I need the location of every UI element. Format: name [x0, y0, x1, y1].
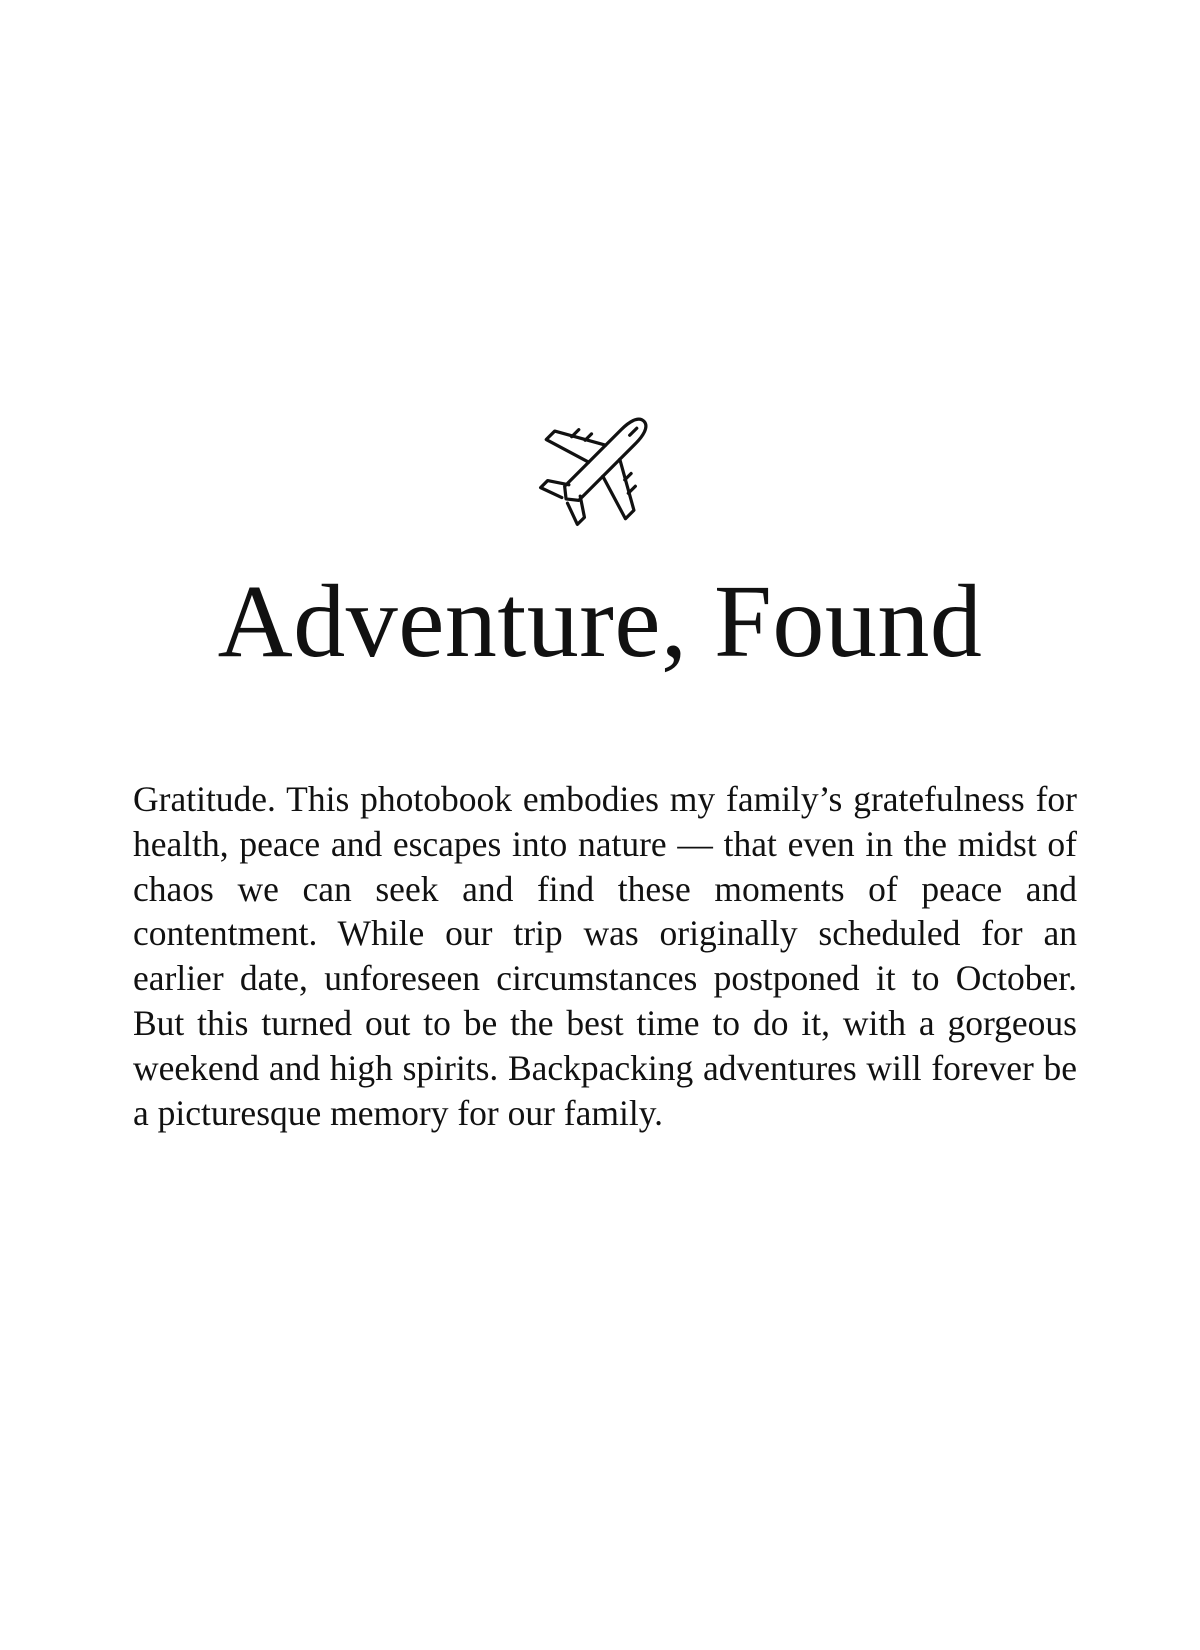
airplane-icon: [530, 395, 670, 535]
page-title: Adventure, Found: [217, 564, 983, 679]
body-paragraph: Gratitude. This photobook embodies my family’s gratefulness for health, peace and escapes into nature — that even in the midst of chaos we can seek and find these moments of peace and contentment. While our trip was originally scheduled for an earlier date, unforeseen circumstances postponed it to October. But this turned out to be the best time to do it, with a gorgeous weekend and high spirits. Backpacking adventures will forever be a picturesque memory for our family.: [133, 779, 1077, 1133]
